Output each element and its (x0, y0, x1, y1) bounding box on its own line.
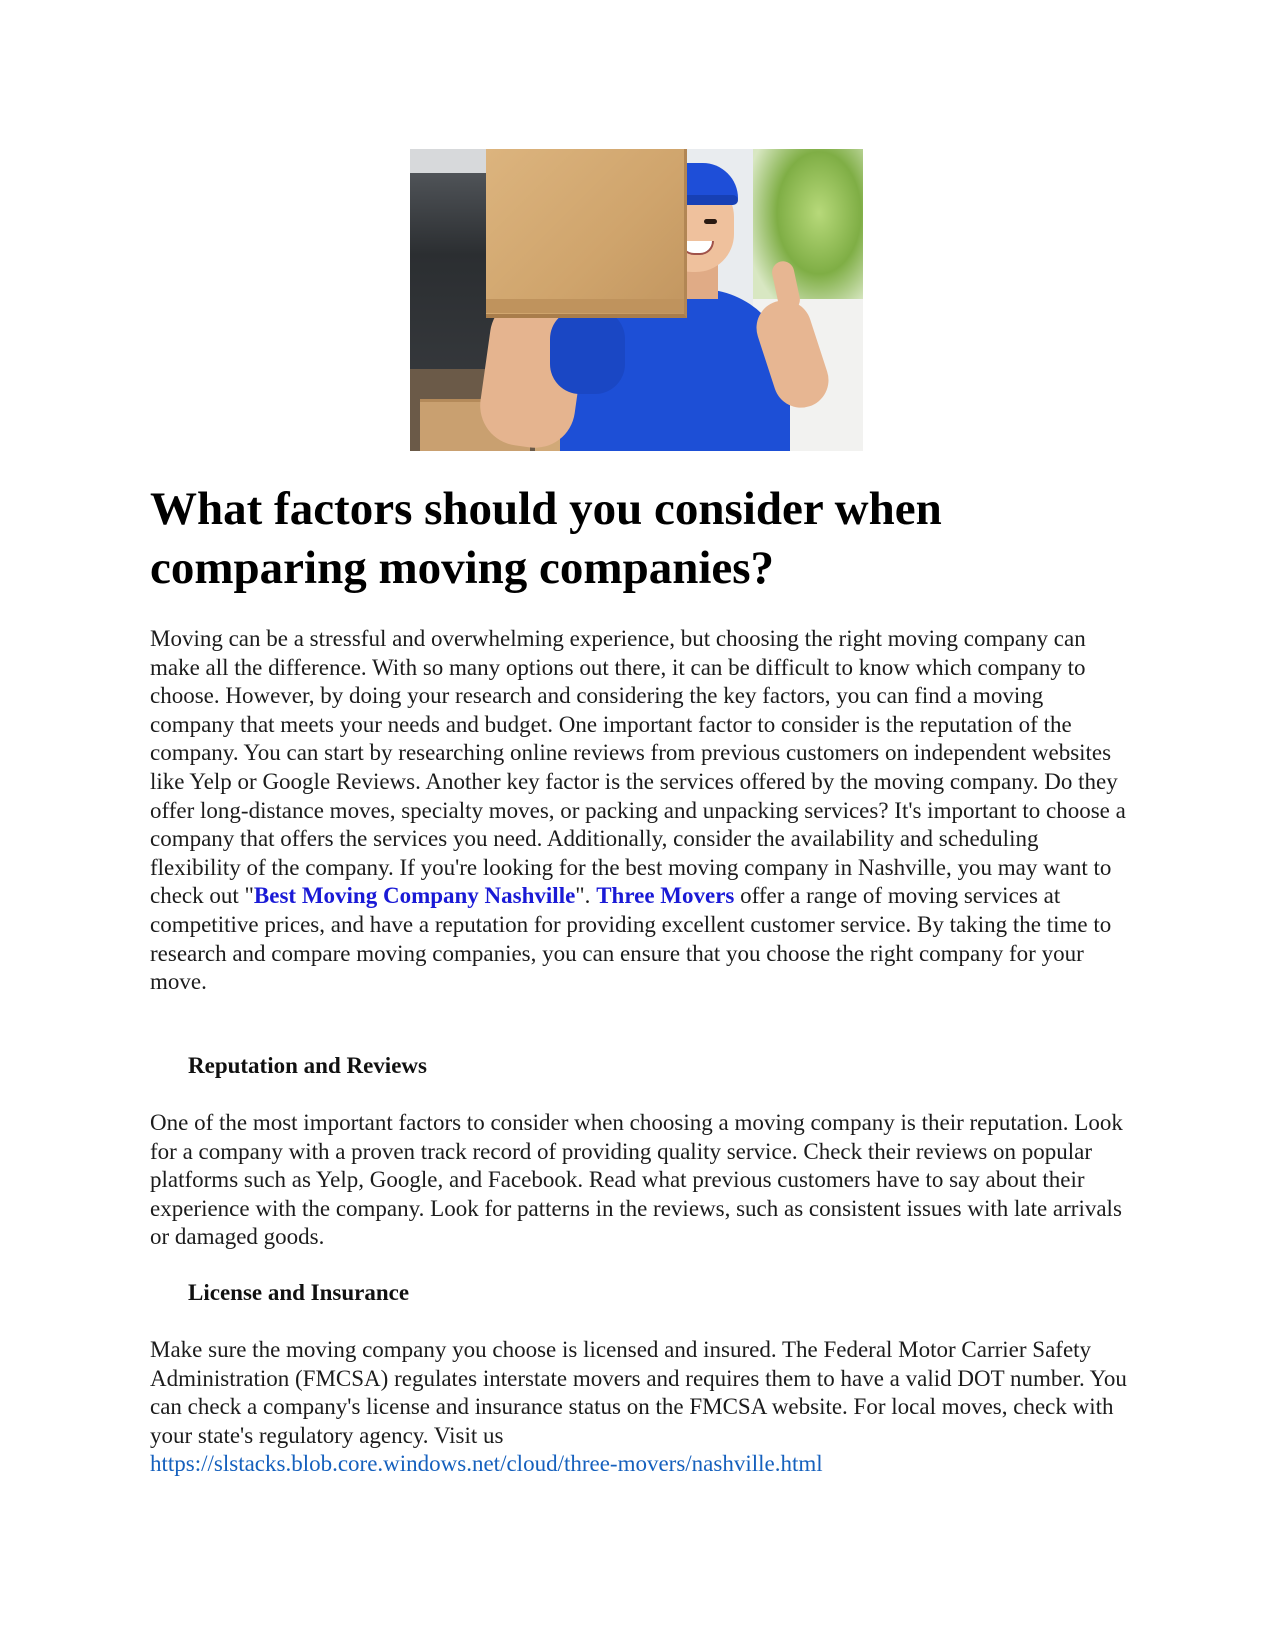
photo-foliage (753, 149, 863, 309)
license-text: Make sure the moving company you choose is licensed and insured. The Federal Motor Carrier Safety Administration (FMCSA) regulates interstate movers and requires them to have a valid DOT number. You can check a company's license and insurance status on the FMCSA website. For local moves, check with your state's regulatory agency. Visit us (150, 1337, 1127, 1448)
photo-carried-box (486, 149, 687, 318)
photo-sleeve (550, 309, 625, 394)
reputation-paragraph: One of the most important factors to consider when choosing a moving company is their reputation. Look for a company with a proven track record of providing quality service. Check their reviews on popular platforms such as Yelp, Google, and Facebook. Read what previous customers have to say about their experience with the company. Look for patterns in the reviews, such as consistent issues with late arrivals or damaged goods. (150, 1110, 1123, 1250)
photo-box-tape (486, 299, 684, 313)
intro-text-between: ". (575, 883, 597, 909)
license-paragraph (150, 1336, 1130, 1479)
nashville-url-link[interactable]: https://slstacks.blob.core.windows.net/cloud/three-movers/nashville.html (150, 1451, 823, 1477)
license-heading: License and Insurance (188, 1280, 410, 1305)
three-movers-link[interactable]: Three Movers (596, 883, 735, 909)
article-title: What factors should you consider when comparing moving companies? (150, 483, 942, 594)
best-moving-company-link[interactable]: Best Moving Company Nashville (253, 883, 576, 909)
intro-paragraph (150, 625, 1130, 997)
reputation-heading: Reputation and Reviews (188, 1053, 427, 1078)
mover-photo (410, 149, 863, 451)
photo-eye (704, 219, 717, 224)
intro-text: Moving can be a stressful and overwhelming experience, but choosing the right moving company can make all the difference. With so many options out there, it can be difficult to know which company to choose. However, by doing your research and considering the key factors, you can find a moving company that meets your needs and budget. One important factor to consider is the reputation of the company. You can start by researching online reviews from previous customers on independent websites like Yelp or Google Reviews. Another key factor is the services offered by the moving company. Do they offer long-distance moves, specialty moves, or packing and unpacking services? It's important to choose a company that offers the services you need. Additionally, consider the availability and scheduling flexibility of the company. If you're looking for the best moving company in Nashville, you may want to check out " (150, 626, 1126, 909)
intro-text-end: offer a range of moving services at competitive prices, and have a reputation for providing excellent customer service. By taking the time to research and compare moving companies, you can ensure that you choose the right company for your move. (150, 883, 1112, 995)
